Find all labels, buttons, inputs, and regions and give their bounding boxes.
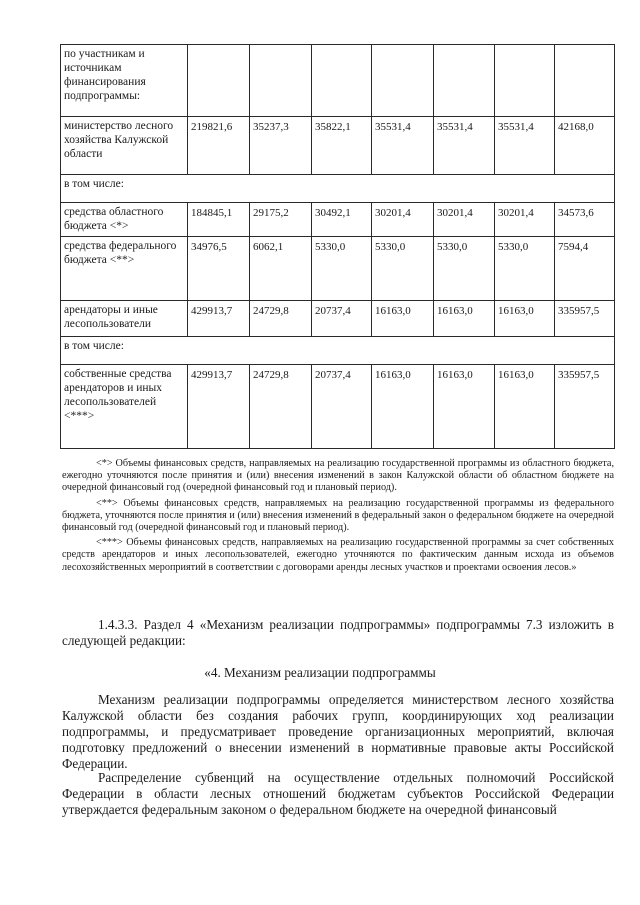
table-cell: [372, 45, 434, 117]
table-cell: 16163,0: [434, 301, 495, 337]
table-cell: [555, 45, 615, 117]
subvention-paragraph: [62, 770, 614, 818]
amendment-paragraph: [62, 617, 614, 649]
table-cell: [495, 45, 555, 117]
footnote-tenant-funds: <***> Объемы финансовых средств, направляемых на реализацию государственной программы за счет собственных средств арендаторов и иных лесопользователей, ежегодно уточняются по фактическим данным исхода из объемов лесохозяйственных мероприятий в соответствии с договорами аренды лесных участков и проектами освоения лесов.»: [62, 537, 614, 573]
table-cell: 5330,0: [434, 237, 495, 301]
table-cell: 16163,0: [372, 365, 434, 449]
table-cell: 219821,6: [188, 117, 250, 175]
table-cell: 5330,0: [312, 237, 372, 301]
table-cell: 34573,6: [555, 203, 615, 237]
table-cell: 35531,4: [372, 117, 434, 175]
financing-table: [60, 44, 615, 449]
table-row: [61, 301, 615, 337]
table-cell: 24729,8: [250, 301, 312, 337]
table-cell: 184845,1: [188, 203, 250, 237]
subvention-text: Распределение субвенций на осуществление отдельных полномочий Российской Федерации в области лесных отношений бюджетам субъектов Российской Федерации утверждается федеральным законом о федеральном бюджете на очередной финансовый: [62, 770, 614, 817]
footnote-federal-budget: <**> Объемы финансовых средств, направляемых на реализацию государственной программы из федерального бюджета, уточняются после принятия и (или) внесения изменений в федеральный закон о федеральном бюджете на очередной финансовый год (очередной финансовый год и плановый период).: [62, 497, 614, 534]
table-cell: [312, 45, 372, 117]
section-heading: «4. Механизм реализации подпрограммы: [204, 665, 436, 680]
table-cell: [434, 45, 495, 117]
mechanism-paragraph: [62, 692, 614, 772]
table-cell: 7594,4: [555, 237, 615, 301]
table-cell: [188, 45, 250, 117]
table-cell: 30492,1: [312, 203, 372, 237]
table-cell: 34976,5: [188, 237, 250, 301]
table-cell: 24729,8: [250, 365, 312, 449]
mechanism-text: Механизм реализации подпрограммы определяется министерством лесного хозяйства Калужской области без создания рабочих групп, координирующих ход реализации подпрограммы, и предусматривает проведение организационных мероприятий, включая подготовку предложений о внесении изменений в нормативные правовые акты Российской Федерации.: [62, 692, 614, 771]
table-row: [61, 365, 615, 449]
table-cell: 429913,7: [188, 365, 250, 449]
table-cell: 30201,4: [495, 203, 555, 237]
table-cell: 16163,0: [434, 365, 495, 449]
row-label: арендаторы и иные лесопользователи: [61, 301, 188, 337]
table-cell: 335957,5: [555, 301, 615, 337]
table-cell: 335957,5: [555, 365, 615, 449]
table-cell: 5330,0: [372, 237, 434, 301]
table-cell: 16163,0: [495, 301, 555, 337]
footnote-regional-budget: <*> Объемы финансовых средств, направляемых на реализацию государственной программы из областного бюджета, ежегодно уточняются после принятия и (или) внесения изменений в закон Калужской области об областном бюджете на очередной финансовый год (очередной финансовый год и плановый период).: [62, 458, 614, 494]
table-cell: 29175,2: [250, 203, 312, 237]
table-cell: 20737,4: [312, 301, 372, 337]
row-label: министерство лесного хозяйства Калужской области: [61, 117, 188, 175]
table-row: [61, 203, 615, 237]
table-cell: 30201,4: [434, 203, 495, 237]
table-cell: 16163,0: [372, 301, 434, 337]
table-cell: 35237,3: [250, 117, 312, 175]
row-label: средства областного бюджета <*>: [61, 203, 188, 237]
table-row: [61, 117, 615, 175]
table-cell: 5330,0: [495, 237, 555, 301]
table-row: [61, 237, 615, 301]
table-cell: 35531,4: [495, 117, 555, 175]
table-row: [61, 175, 615, 203]
table-cell: 35822,1: [312, 117, 372, 175]
row-label: в том числе:: [61, 337, 615, 365]
row-label: собственные средства арендаторов и иных лесопользователей <***>: [61, 365, 188, 449]
footnotes: [62, 458, 614, 577]
table-cell: 30201,4: [372, 203, 434, 237]
table-cell: 42168,0: [555, 117, 615, 175]
table-row: [61, 337, 615, 365]
amendment-text: 1.4.3.3. Раздел 4 «Механизм реализации подпрограммы» подпрограммы 7.3 изложить в следующей редакции:: [62, 617, 614, 648]
row-label: по участникам и источникам финансирования подпрограммы:: [61, 45, 188, 117]
table-cell: 20737,4: [312, 365, 372, 449]
table-cell: 429913,7: [188, 301, 250, 337]
table-row: [61, 45, 615, 117]
table-cell: 16163,0: [495, 365, 555, 449]
table-cell: 35531,4: [434, 117, 495, 175]
row-label: в том числе:: [61, 175, 615, 203]
row-label: средства федерального бюджета <**>: [61, 237, 188, 301]
table-cell: [250, 45, 312, 117]
table-cell: 6062,1: [250, 237, 312, 301]
